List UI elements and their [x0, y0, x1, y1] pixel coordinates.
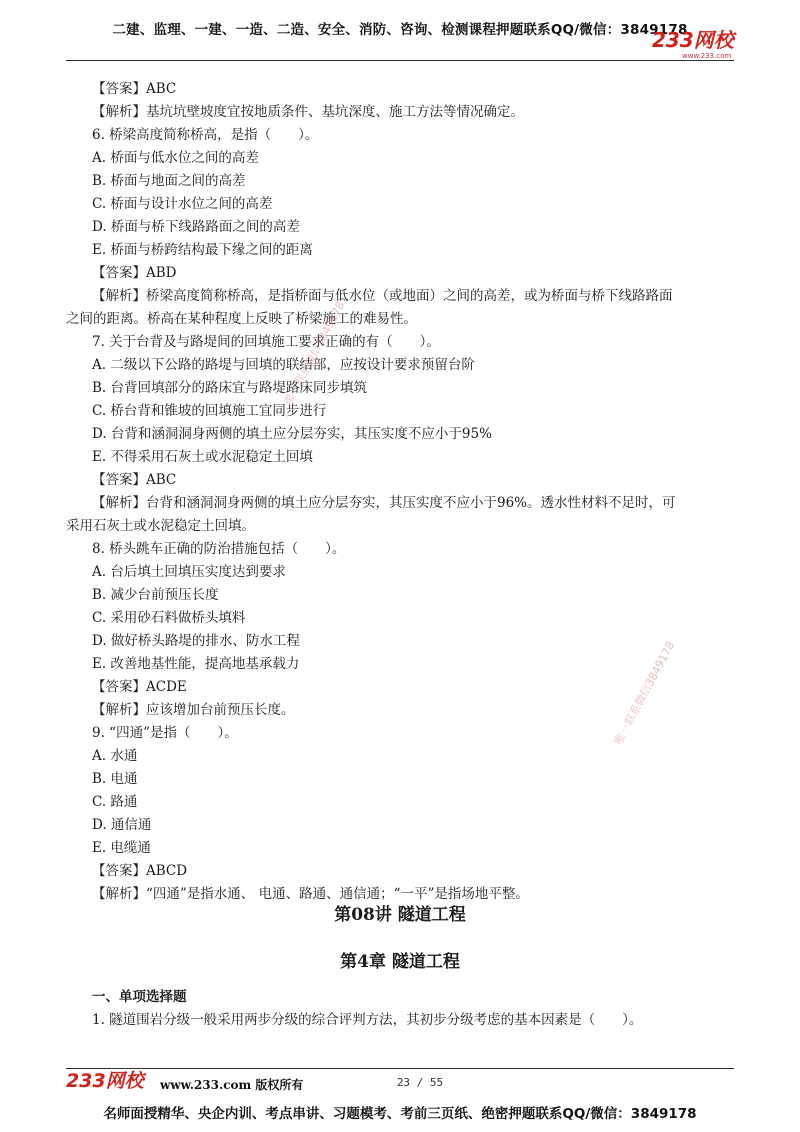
text-line: B. 电通 [92, 771, 138, 787]
text-line: A. 桥面与低水位之间的高差 [92, 150, 259, 166]
text-line: E. 桥面与桥跨结构最下缘之间的距离 [92, 242, 313, 258]
page-number: 23 / 55 [396, 1076, 444, 1089]
text-line: 【答案】ABCD [92, 863, 188, 879]
footer-banner-text: 名师面授精华、央企内训、考点串讲、习题模考、考前三页纸、绝密押题联系QQ/微信：3849178 [103, 1106, 697, 1122]
text-line: C. 采用砂石料做桥头填料 [92, 610, 246, 626]
text-line: D. 做好桥头路堤的排水、防水工程 [92, 633, 300, 649]
text-line: C. 桥台背和锥坡的回填施工宜同步进行 [92, 403, 327, 419]
text-line: 之间的距离。桥高在某种程度上反映了桥梁施工的难易性。 [66, 311, 417, 327]
text-line: 【解析】基坑坑壁坡度宜按地质条件、基坑深度、施工方法等情况确定。 [92, 104, 524, 120]
text-line: 7. 关于台背及与路堤间的回填施工要求正确的有（ ）。 [92, 334, 440, 350]
text-line: D. 通信通 [92, 817, 152, 833]
watermark: 唯一联系微信3849178 [281, 299, 348, 408]
section-heading: 第08讲 隧道工程 [334, 905, 466, 925]
text-line: 采用石灰土或水泥稳定土回填。 [66, 518, 255, 534]
text-line: 【答案】ABC [92, 81, 177, 97]
text-line: 一、单项选择题 [92, 989, 187, 1005]
text-line: 【解析】台背和涵洞洞身两侧的填土应分层夯实，其压实度不应小于96%。透水性材料不足时，可 [92, 495, 676, 511]
site-logo-url: www.233.com [682, 52, 732, 60]
text-line: A. 二级以下公路的路堤与回填的联结部，应按设计要求预留台阶 [92, 357, 475, 373]
text-line: 1. 隧道围岩分级一般采用两步分级的综合评判方法，其初步分级考虑的基本因素是（ ）。 [92, 1012, 643, 1028]
text-line: 【答案】ACDE [92, 679, 187, 695]
watermark: 唯一联系微信3849178 [611, 639, 678, 748]
text-line: 6. 桥梁高度简称桥高，是指（ ）。 [92, 127, 319, 143]
text-line: B. 桥面与地面之间的高差 [92, 173, 246, 189]
text-line: E. 不得采用石灰土或水泥稳定土回填 [92, 449, 313, 465]
footer-divider [66, 1068, 734, 1069]
text-line: 8. 桥头跳车正确的防治措施包括（ ）。 [92, 541, 346, 557]
text-line: E. 改善地基性能，提高地基承载力 [92, 656, 300, 672]
text-line: A. 水通 [92, 748, 138, 764]
text-line: 9. “四通”是指（ ）。 [92, 725, 238, 741]
text-line: E. 电缆通 [92, 840, 151, 856]
section-heading: 第4章 隧道工程 [340, 952, 460, 972]
text-line: B. 减少台前预压长度 [92, 587, 219, 603]
text-line: A. 台后填土回填压实度达到要求 [92, 564, 286, 580]
footer-logo: 233网校 [66, 1070, 144, 1092]
text-line: 【解析】应该增加台前预压长度。 [92, 702, 295, 718]
text-line: C. 桥面与设计水位之间的高差 [92, 196, 273, 212]
site-logo: 233网校 [652, 28, 734, 52]
footer-copyright: www.233.com 版权所有 [160, 1078, 304, 1092]
text-line: C. 路通 [92, 794, 138, 810]
text-line: 【解析】桥梁高度简称桥高，是指桥面与低水位（或地面）之间的高差，或为桥面与桥下线路路面 [92, 288, 673, 304]
text-line: 【答案】ABD [92, 265, 177, 281]
text-line: B. 台背回填部分的路床宜与路堤路床同步填筑 [92, 380, 368, 396]
header-banner-text: 二建、监理、一建、一造、二造、安全、消防、咨询、检测课程押题联系QQ/微信：3849178 [112, 22, 688, 38]
text-line: D. 台背和涵洞洞身两侧的填土应分层夯实，其压实度不应小于95% [92, 426, 492, 442]
text-line: D. 桥面与桥下线路路面之间的高差 [92, 219, 300, 235]
text-line: 【答案】ABC [92, 472, 177, 488]
text-line: 【解析】“四通”是指水通、 电通、路通、通信通；“一平”是指场地平整。 [92, 886, 529, 902]
